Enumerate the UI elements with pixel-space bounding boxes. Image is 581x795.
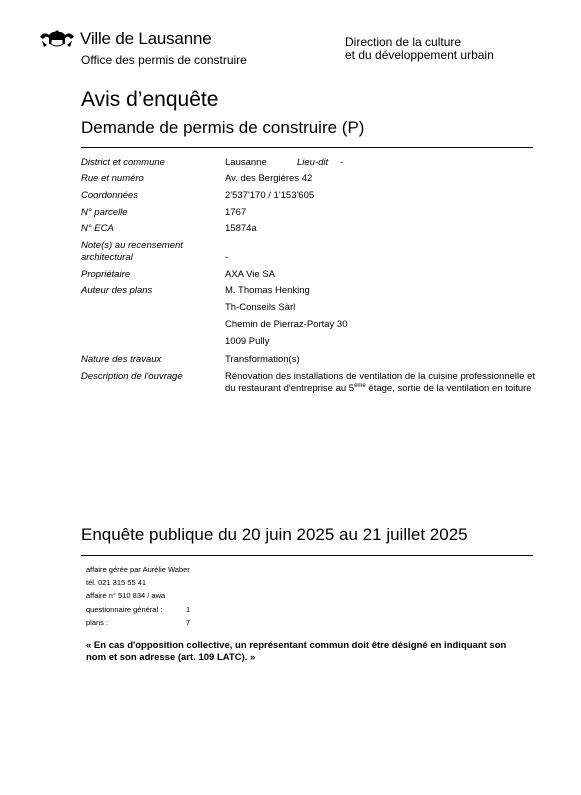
author-line-2: Th-Conseils Sàrl: [225, 302, 296, 313]
description-text-start: Rénovation des installations de ventilation de la cuisine professionnelle et du restaurant d'entreprise au 5: [225, 371, 535, 394]
direction-name: [345, 36, 494, 62]
description-label: Description de l'ouvrage: [81, 371, 183, 382]
direction-line-2: et du développement urbain: [345, 48, 494, 62]
office-name: Office des permis de construire: [81, 53, 247, 67]
parcel-label: N° parcelle: [81, 207, 128, 218]
plans-value: 7: [186, 618, 191, 627]
coordinates-label: Coordonnées: [81, 190, 139, 201]
managed-by: affaire gérée par Aurélie Waber: [86, 565, 190, 574]
notes-label-line-1: Note(s) au recensement: [81, 240, 183, 251]
questionnaire-value: 1: [186, 605, 191, 614]
nature-value: Transformation(s): [225, 354, 300, 365]
author-line-1: M. Thomas Henking: [225, 285, 310, 296]
document-subtitle: Demande de permis de construire (P): [81, 118, 365, 137]
district-label: District et commune: [81, 157, 165, 168]
enquete-period: Enquête publique du 20 juin 2025 au 21 juillet 2025: [81, 525, 468, 544]
district-value: Lausanne: [225, 157, 267, 168]
description-value: [225, 371, 535, 395]
questionnaire-label: questionnaire général :: [86, 605, 163, 614]
eca-label: N° ECA: [81, 223, 114, 234]
city-name: Ville de Lausanne: [80, 29, 212, 48]
lieu-dit-value: -: [340, 157, 344, 168]
description-text-end: étage, sortie de la ventilation en toiture: [365, 383, 532, 394]
description-ordinal-suffix: ème: [354, 383, 366, 389]
plans-label: plans :: [86, 618, 109, 627]
opposition-note: « En cas d'opposition collective, un représentant commun doit être désigné en indiquant son nom et son adresse (art. 109 LATC). »: [86, 640, 507, 663]
author-line-3: Chemin de Pierraz-Portay 30: [225, 319, 348, 330]
case-number: affaire n° 510 834 / awa: [86, 591, 166, 600]
street-value: Av. des Bergières 42: [225, 173, 313, 184]
owner-value: AXA Vie SA: [225, 269, 275, 280]
direction-line-1: Direction de la culture: [345, 35, 462, 49]
notes-label-line-2: architectural: [81, 252, 133, 263]
lausanne-coat-of-arms-logo: [38, 29, 76, 49]
author-label: Auteur des plans: [81, 285, 153, 296]
phone-number: tél. 021 315 55 41: [86, 578, 147, 587]
document-title: Avis d’enquête: [81, 88, 219, 111]
street-label: Rue et numéro: [81, 173, 144, 184]
title-divider: [81, 147, 533, 148]
author-line-4: 1009 Pully: [225, 336, 270, 347]
enquete-divider: [81, 555, 533, 556]
owner-label: Propriétaire: [81, 269, 131, 280]
lieu-dit-label: Lieu-dit: [297, 157, 329, 168]
coordinates-value: 2'537'170 / 1'153'605: [225, 190, 315, 201]
parcel-value: 1767: [225, 207, 247, 218]
notes-value: -: [225, 252, 229, 263]
nature-label: Nature des travaux: [81, 354, 162, 365]
eca-value: 15874a: [225, 223, 257, 234]
